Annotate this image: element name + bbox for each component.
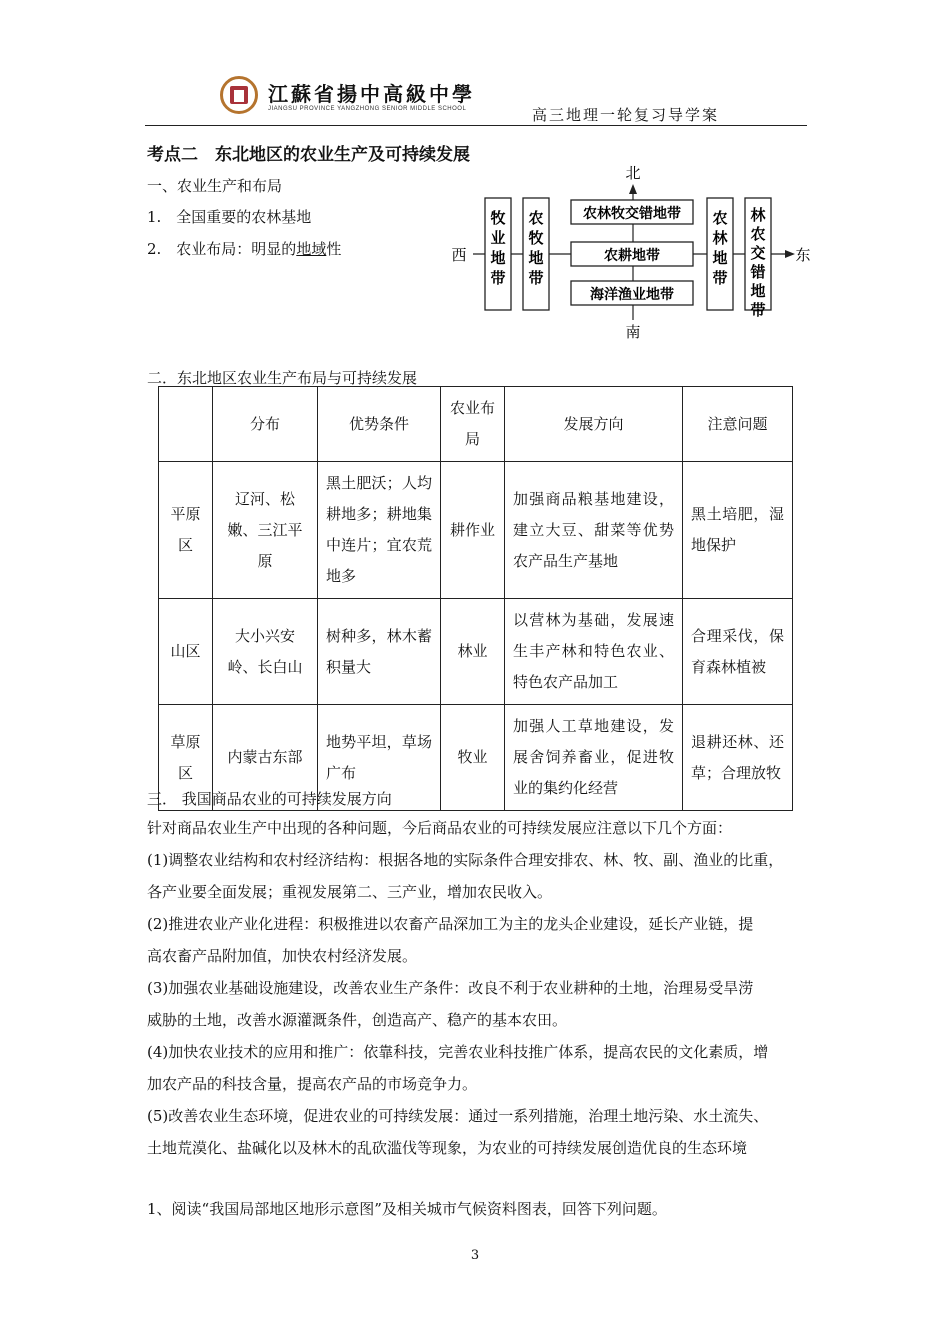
- part3-p4b: 加农产品的科技含量，提高农产品的市场竞争力。: [147, 1075, 478, 1093]
- east-arrow-icon: [785, 250, 795, 258]
- distribution-cell: 辽河、松嫩、三江平原: [213, 462, 318, 599]
- header-divider: [145, 125, 807, 126]
- east-label: 东: [795, 246, 811, 264]
- region-cell: 山区: [159, 599, 213, 705]
- school-name-english: JIANGSU PROVINCE YANGZHONG SENIOR MIDDLE SCHOOL: [268, 106, 467, 112]
- north-arrow-icon: [629, 184, 637, 194]
- box-farming-label: 农耕地带: [604, 248, 660, 264]
- part3-intro: 针对商品农业生产中出现的各种问题，今后商品农业的可持续发展应注意以下几个方面：: [147, 819, 733, 837]
- part3-p5a: (5)改善农业生态环境，促进农业的可持续发展：通过一系列措施，治理土地污染、水土流失、: [147, 1107, 769, 1125]
- west-label: 西: [451, 246, 467, 264]
- agriculture-layout-table: [158, 386, 793, 811]
- question-1: 1、阅读“我国局部地区地形示意图”及相关城市气候资料图表，回答下列问题。: [147, 1200, 667, 1218]
- table-row: [159, 599, 793, 705]
- direction-cell: 加强商品粮基地建设，建立大豆、甜菜等优势农产品生产基地: [505, 462, 683, 599]
- region-cell: 平原区: [159, 462, 213, 599]
- region-cell: 草原区: [159, 705, 213, 811]
- part3-p2a: (2)推进农业产业化进程：积极推进以农畜产品深加工为主的龙头企业建设，延长产业链，提: [147, 915, 754, 933]
- part3-p3a: (3)加强农业基础设施建设，改善农业生产条件：改良不利于农业耕种的土地，治理易受旱涝: [147, 979, 754, 997]
- part1-item2-suffix: 性: [326, 240, 342, 258]
- table-header-cell: 农业布局: [441, 387, 505, 462]
- direction-cell: 加强人工草地建设，发展舍饲养畜业，促进牧业的集约化经营: [505, 705, 683, 811]
- table-header-cell: [159, 387, 213, 462]
- school-name: 江蘇省揚中高級中學: [268, 82, 475, 106]
- part3-p4a: (4)加快农业技术的应用和推广：依靠科技，完善农业科技推广体系，提高农民的文化素质，增: [147, 1043, 769, 1061]
- layout-cell: 林业: [441, 599, 505, 705]
- part1-item2-prefix: 2. 农业布局：明显的: [147, 240, 297, 258]
- table-header-cell: 分布: [213, 387, 318, 462]
- box-forest-agro-label: 林农交错地带: [750, 206, 766, 319]
- part3-body: [147, 812, 817, 1164]
- box-agro-forest-pastoral-label: 农林牧交错地带: [583, 206, 681, 222]
- part1-item2: [147, 238, 341, 259]
- table-header-row: [159, 387, 793, 462]
- direction-cell: 以营林为基础，发展速生丰产林和特色农业、特色农产品加工: [505, 599, 683, 705]
- page-number: 3: [470, 1248, 480, 1263]
- part1-item1: 1. 全国重要的农林基地: [147, 208, 312, 226]
- advantages-cell: 地势平坦，草场广布: [318, 705, 441, 811]
- part1-item2-underlined: 地域: [296, 240, 327, 258]
- box-marine-label: 海洋渔业地带: [590, 287, 674, 303]
- table-header-cell: 注意问题: [683, 387, 793, 462]
- part3-p1a: (1)调整农业结构和农村经济结构：根据各地的实际条件合理安排农、林、牧、副、渔业的比重，: [147, 851, 784, 869]
- table-header-cell: 优势条件: [318, 387, 441, 462]
- north-label: 北: [625, 164, 641, 182]
- table-header-cell: 发展方向: [505, 387, 683, 462]
- layout-cell: 耕作业: [441, 462, 505, 599]
- section-title: 考点二 东北地区的农业生产及可持续发展: [147, 145, 470, 165]
- part3-p2b: 高农畜产品附加值，加快农村经济发展。: [147, 947, 418, 965]
- notes-cell: 退耕还林、还草；合理放牧: [683, 705, 793, 811]
- distribution-cell: 内蒙古东部: [213, 705, 318, 811]
- document-title: 高三地理一轮复习导学案: [532, 106, 720, 124]
- table-row: [159, 462, 793, 599]
- distribution-cell: 大小兴安岭、长白山: [213, 599, 318, 705]
- part3-p5b: 土地荒漠化、盐碱化以及林木的乱砍滥伐等现象，为农业的可持续发展创造优良的生态环境: [147, 1139, 748, 1157]
- south-label: 南: [625, 323, 641, 341]
- box-agro-forest-label: 农林地带: [712, 209, 728, 287]
- box-agro-pastoral-label: 农牧地带: [528, 209, 544, 287]
- agriculture-zones-diagram: [445, 160, 815, 345]
- layout-cell: 牧业: [441, 705, 505, 811]
- part3-p3b: 威胁的土地，改善水源灌溉条件，创造高产、稳产的基本农田。: [147, 1011, 568, 1029]
- school-logo: [220, 76, 258, 114]
- advantages-cell: 黑土肥沃；人均耕地多；耕地集中连片；宜农荒地多: [318, 462, 441, 599]
- notes-cell: 合理采伐，保育森林植被: [683, 599, 793, 705]
- part3-heading: 三． 我国商品农业的可持续发展方向: [147, 790, 392, 808]
- part1-heading: 一、农业生产和布局: [147, 177, 283, 195]
- notes-cell: 黑土培肥，湿地保护: [683, 462, 793, 599]
- part3-p1b: 各产业要全面发展；重视发展第二、三产业，增加农民收入。: [147, 883, 553, 901]
- box-pastoral-label: 牧业地带: [490, 209, 506, 287]
- advantages-cell: 树种多，林木蓄积量大: [318, 599, 441, 705]
- part2-heading: 二．东北地区农业生产布局与可持续发展: [147, 369, 418, 387]
